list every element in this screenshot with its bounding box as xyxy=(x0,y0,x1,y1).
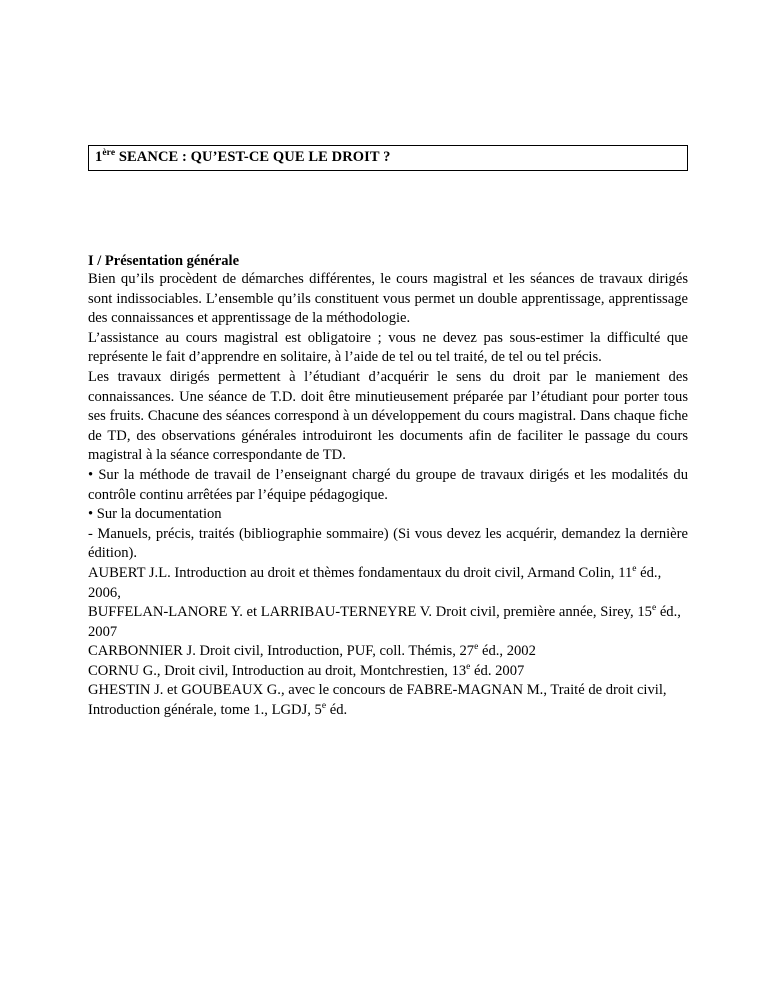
reference-item xyxy=(88,662,688,682)
paragraph-intro-3: Les travaux dirigés permettent à l’étudiant d’acquérir le sens du droit par le maniement des connaissances. Une séance de T.D. doit être minutieusement préparée par l’étudiant pour porter tous ses fruits. Chacune des séances correspond à un développement du cours magistral. Dans chaque fiche de TD, des observations générales introduiront les documents afin de faciliter le passage du cours magistral à la séance correspondante de TD. xyxy=(88,368,688,464)
page-title xyxy=(88,145,688,171)
note-manuels: - Manuels, précis, traités (bibliographie sommaire) (Si vous devez les acquérir, demandez la dernière édition). xyxy=(88,525,688,562)
reference-text-after: éd. 2007 xyxy=(470,662,525,679)
page-title-prefix: 1 xyxy=(95,149,103,165)
reference-text-after: éd., 2007 xyxy=(88,604,681,640)
reference-text-after: éd., 2002 xyxy=(478,643,536,660)
reference-item xyxy=(88,564,688,603)
paragraph-intro-2: L’assistance au cours magistral est obligatoire ; vous ne devez pas sous-estimer la difficulté que représente le fait d’apprendre en solitaire, à l’aide de tel ou tel traité, de tel ou tel précis. xyxy=(88,329,688,366)
page-title-superscript: ère xyxy=(102,148,116,159)
reference-text-before: CARBONNIER J. Droit civil, Introduction, PUF, coll. Thémis, 27 xyxy=(88,643,475,660)
reference-item xyxy=(88,681,688,720)
reference-superscript: e xyxy=(632,564,637,575)
reference-item xyxy=(88,642,688,662)
reference-text-before: CORNU G., Droit civil, Introduction au droit, Montchrestien, 13 xyxy=(88,662,467,679)
reference-superscript: e xyxy=(474,642,479,653)
reference-superscript: e xyxy=(321,701,327,712)
reference-superscript: e xyxy=(651,603,657,614)
section-heading: I / Présentation générale xyxy=(88,253,240,269)
paragraph-intro-1: Bien qu’ils procèdent de démarches différentes, le cours magistral et les séances de travaux dirigés sont indissociables. L’ensemble qu’ils constituent vous permet un double apprentissage, apprentissage des connaissances et apprentissage de la méthodologie. xyxy=(88,271,688,327)
bullet-documentation: • Sur la documentation xyxy=(88,506,222,523)
reference-text-before: AUBERT J.L. Introduction au droit et thèmes fondamentaux du droit civil, Armand Colin, 11 xyxy=(88,564,633,581)
bullet-methode-travail: • Sur la méthode de travail de l’enseignant chargé du groupe de travaux dirigés et les modalités du contrôle continu arrêtées par l’équipe pédagogique. xyxy=(88,466,688,503)
reference-text-before: BUFFELAN-LANORE Y. et LARRIBAU-TERNEYRE V. Droit civil, première année, Sirey, 15 xyxy=(88,604,652,621)
reference-text-after: éd., 2006, xyxy=(88,564,662,601)
reference-text-before: GHESTIN J. et GOUBEAUX G., avec le concours de FABRE-MAGNAN M., Traité de droit civil, Introduction générale, tome 1., LGDJ, 5 xyxy=(88,682,667,719)
reference-text-after: éd. xyxy=(326,702,348,719)
reference-item xyxy=(88,603,688,642)
document-body xyxy=(88,0,688,721)
page-title-rest: SEANCE : QU’EST-CE QUE LE DROIT ? xyxy=(115,149,391,165)
reference-superscript: e xyxy=(466,662,471,673)
